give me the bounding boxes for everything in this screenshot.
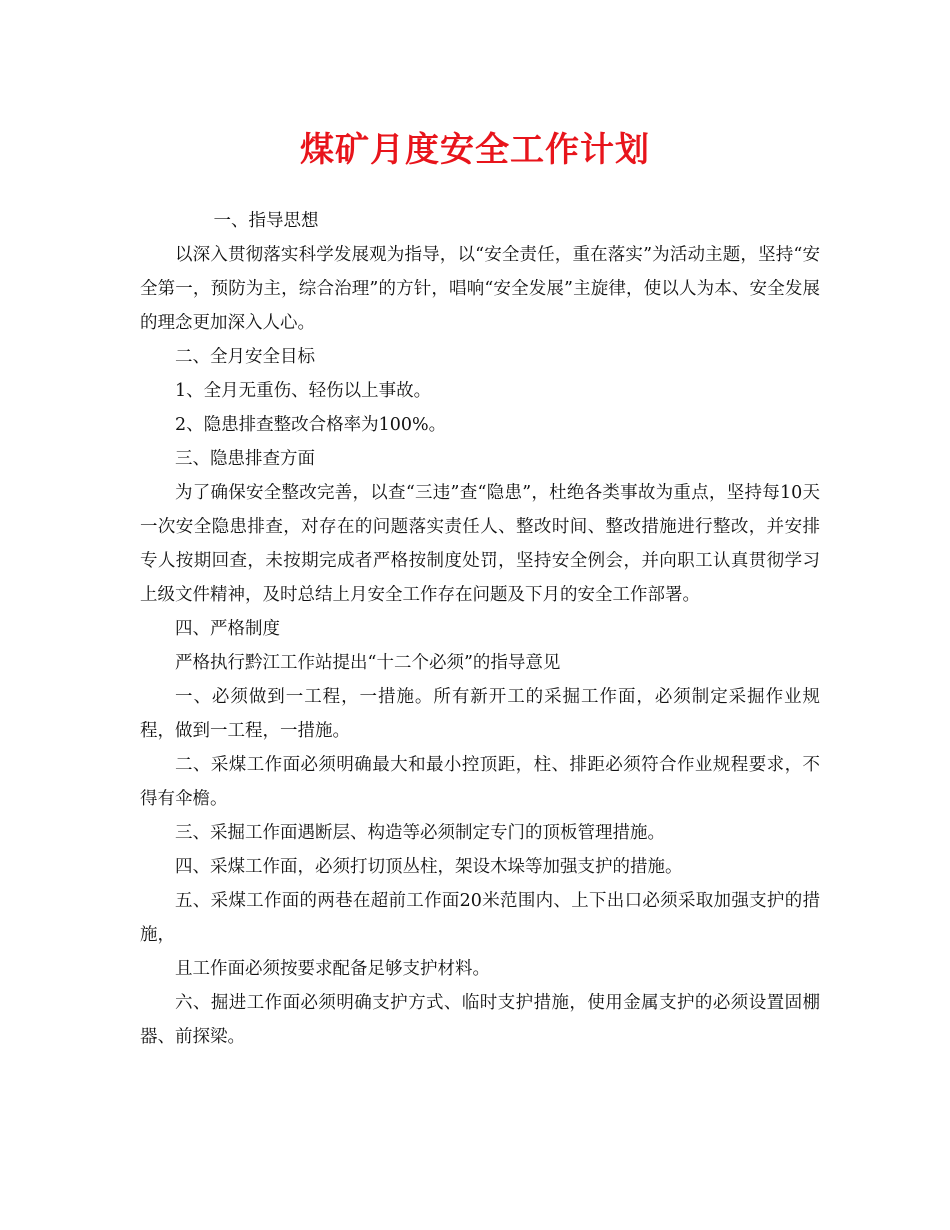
list-item: 二、采煤工作面必须明确最大和最小控顶距，柱、排距必须符合作业规程要求，不得有伞檐。 — [140, 755, 820, 809]
section-heading: 四、严格制度 — [175, 619, 280, 639]
paragraph: 为了确保安全整改完善，以查“三违”查“隐患”，杜绝各类事故为重点，坚持每10天一次安全隐患排查，对存在的问题落实责任人、整改时间、整改措施进行整改，并安排专人按期回查，未按期完成者严格按制度处罚，坚持安全例会，并向职工认真贯彻学习上级文件精神，及时总结上月安全工作存在问题及下月的安全工作部署。 — [140, 483, 820, 605]
paragraph: 且工作面必须按要求配备足够支护材料。 — [175, 959, 490, 979]
document-body — [140, 204, 820, 1054]
list-item: 四、采煤工作面，必须打切顶丛柱，架设木垛等加强支护的措施。 — [175, 857, 683, 877]
list-item: 2、隐患排查整改合格率为100%。 — [175, 415, 447, 435]
list-item: 六、掘进工作面必须明确支护方式、临时支护措施，使用金属支护的必须设置固棚器、前探梁。 — [140, 993, 820, 1047]
list-item: 三、采掘工作面遇断层、构造等必须制定专门的顶板管理措施。 — [175, 823, 665, 843]
section-heading: 二、全月安全目标 — [175, 347, 315, 367]
paragraph: 严格执行黔江工作站提出“十二个必须”的指导意见 — [175, 653, 561, 673]
section-heading: 一、指导思想 — [213, 211, 319, 231]
list-item: 1、全月无重伤、轻伤以上事故。 — [175, 381, 432, 401]
list-item: 五、采煤工作面的两巷在超前工作面20米范围内、上下出口必须采取加强支护的措施， — [140, 891, 820, 945]
paragraph: 以深入贯彻落实科学发展观为指导，以“安全责任，重在落实”为活动主题，坚持“安全第一，预防为主，综合治理”的方针，唱响“安全发展”主旋律，使以人为本、安全发展的理念更加深入人心。 — [140, 245, 820, 333]
list-item: 一、必须做到一工程，一措施。所有新开工的采掘工作面，必须制定采掘作业规程，做到一工程，一措施。 — [140, 687, 820, 741]
section-heading: 三、隐患排查方面 — [175, 449, 315, 469]
document-title: 煤矿月度安全工作计划 — [300, 130, 650, 170]
